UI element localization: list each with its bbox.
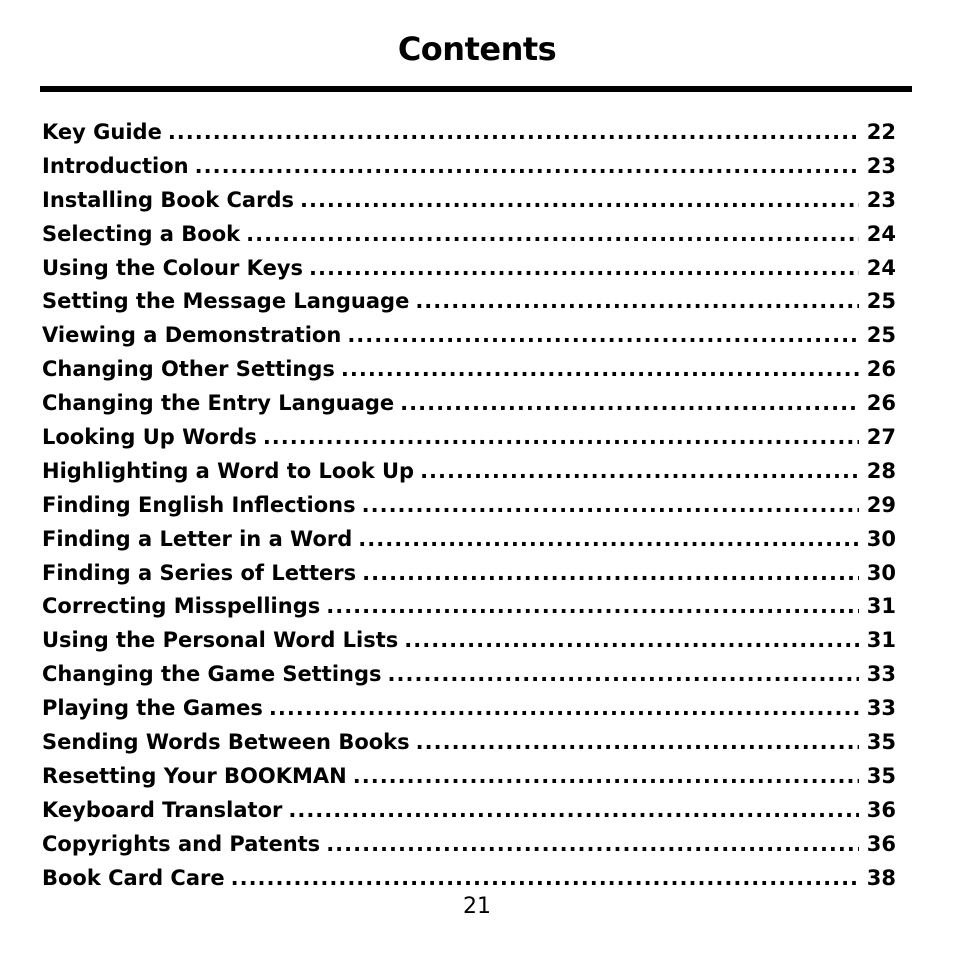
toc-entry-introduction <box>42 150 896 184</box>
toc-entry-page: 36 <box>866 797 896 822</box>
toc-entry-page: 26 <box>866 391 896 416</box>
toc-entry-label: Keyboard Translator <box>42 797 283 822</box>
toc-entry-using-the-personal-word-lists <box>42 624 896 658</box>
dot-leader <box>388 658 859 692</box>
toc-entry-resetting-your-bookman <box>42 760 896 794</box>
toc-entry-page: 29 <box>866 492 896 517</box>
dot-leader <box>195 150 859 184</box>
toc-entry-label: Changing the Entry Language <box>42 391 395 416</box>
toc-entry-label: Highlighting a Word to Look Up <box>42 458 415 483</box>
toc-entry-label: Looking Up Words <box>42 425 257 450</box>
dot-leader <box>288 794 858 828</box>
toc-entry-page: 27 <box>866 425 896 450</box>
toc-entry-page: 30 <box>866 560 896 585</box>
toc-entry-label: Using the Personal Word Lists <box>42 628 399 653</box>
toc-entry-label: Viewing a Demonstration <box>42 323 342 348</box>
toc-entry-page: 38 <box>866 865 896 890</box>
toc-entry-page: 33 <box>866 662 896 687</box>
toc-entry-label: Key Guide <box>42 120 162 144</box>
toc-entry-page: 28 <box>866 458 896 483</box>
toc-entry-playing-the-games <box>42 692 896 726</box>
toc-entry-page: 26 <box>866 357 896 382</box>
dot-leader <box>347 319 858 353</box>
toc-entry-label: Finding a Series of Letters <box>42 560 357 585</box>
toc-entry-label: Finding a Letter in a Word <box>42 526 353 551</box>
toc-entry-viewing-a-demonstration <box>42 319 896 353</box>
toc-entry-label: Finding English Inflections <box>42 492 356 517</box>
dot-leader <box>246 218 859 252</box>
toc-entry-label: Correcting Misspellings <box>42 594 321 619</box>
toc-entry-selecting-a-book <box>42 218 896 252</box>
table-of-contents <box>42 116 896 895</box>
title-divider <box>40 86 912 92</box>
toc-entry-book-card-care <box>42 862 896 896</box>
toc-entry-page: 30 <box>866 526 896 551</box>
toc-entry-label: Sending Words Between Books <box>42 730 410 755</box>
toc-entry-label: Copyrights and Patents <box>42 831 321 856</box>
dot-leader <box>400 387 859 421</box>
toc-entry-label: Changing the Game Settings <box>42 662 382 687</box>
toc-entry-key-guide <box>42 116 896 150</box>
dot-leader <box>309 252 859 286</box>
toc-entry-label: Changing Other Settings <box>42 357 335 382</box>
toc-entry-setting-the-message-language <box>42 285 896 319</box>
toc-entry-changing-the-game-settings <box>42 658 896 692</box>
dot-leader <box>362 557 859 591</box>
toc-entry-label: Resetting Your BOOKMAN <box>42 763 347 788</box>
dot-leader <box>326 828 859 862</box>
toc-entry-label: Setting the Message Language <box>42 289 410 314</box>
toc-entry-finding-english-inflections <box>42 489 896 523</box>
toc-entry-page: 24 <box>866 221 896 246</box>
toc-entry-label: Introduction <box>42 153 189 178</box>
toc-entry-sending-words-between-books <box>42 726 896 760</box>
toc-entry-changing-other-settings <box>42 353 896 387</box>
toc-entry-keyboard-translator <box>42 794 896 828</box>
dot-leader <box>231 862 859 896</box>
dot-leader <box>358 523 858 557</box>
toc-entry-installing-book-cards <box>42 184 896 218</box>
toc-entry-label: Installing Book Cards <box>42 187 294 212</box>
dot-leader <box>415 285 858 319</box>
toc-entry-label: Using the Colour Keys <box>42 255 304 280</box>
toc-entry-using-the-colour-keys <box>42 252 896 286</box>
toc-entry-page: 25 <box>866 323 896 348</box>
toc-entry-page: 31 <box>866 594 896 619</box>
toc-entry-finding-a-letter-in-a-word <box>42 523 896 557</box>
dot-leader <box>420 455 859 489</box>
toc-entry-correcting-misspellings <box>42 590 896 624</box>
toc-entry-page: 23 <box>866 153 896 178</box>
toc-entry-changing-the-entry-language <box>42 387 896 421</box>
toc-entry-looking-up-words <box>42 421 896 455</box>
dot-leader <box>404 624 858 658</box>
toc-entry-finding-a-series-of-letters <box>42 557 896 591</box>
toc-entry-page: 22 <box>866 120 896 144</box>
dot-leader <box>326 590 859 624</box>
dot-leader <box>269 692 859 726</box>
toc-entry-page: 33 <box>866 696 896 721</box>
toc-entry-highlighting-a-word-to-look-up <box>42 455 896 489</box>
toc-entry-label: Book Card Care <box>42 865 225 890</box>
toc-entry-page: 35 <box>866 730 896 755</box>
dot-leader <box>341 353 859 387</box>
dot-leader <box>168 116 859 150</box>
toc-entry-label: Playing the Games <box>42 696 263 721</box>
dot-leader <box>353 760 859 794</box>
page-number: 21 <box>463 894 491 919</box>
toc-entry-page: 25 <box>866 289 896 314</box>
toc-entry-page: 24 <box>866 255 896 280</box>
toc-entry-page: 31 <box>866 628 896 653</box>
toc-entry-page: 36 <box>866 831 896 856</box>
dot-leader <box>263 421 859 455</box>
dot-leader <box>300 184 859 218</box>
dot-leader <box>416 726 859 760</box>
page-title: Contents <box>397 30 557 68</box>
toc-entry-page: 35 <box>866 763 896 788</box>
dot-leader <box>362 489 859 523</box>
toc-entry-label: Selecting a Book <box>42 221 241 246</box>
toc-entry-page: 23 <box>866 187 896 212</box>
toc-entry-copyrights-and-patents <box>42 828 896 862</box>
